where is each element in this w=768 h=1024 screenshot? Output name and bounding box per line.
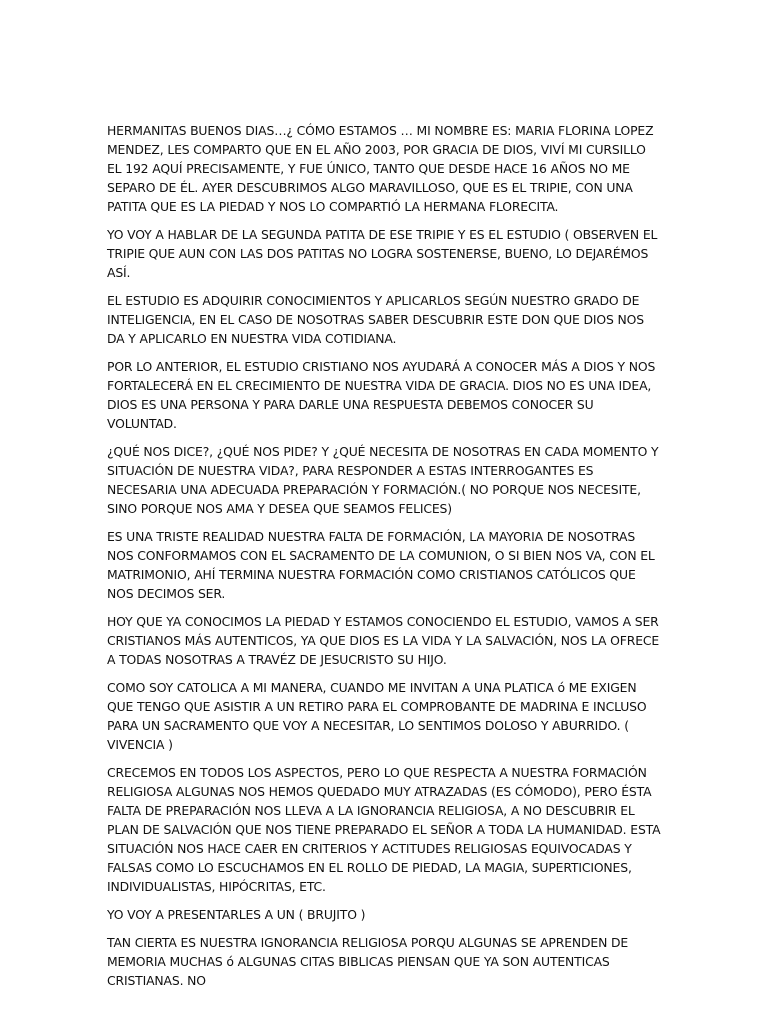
paragraph-ignorance: TAN CIERTA ES NUESTRA IGNORANCIA RELIGIOSA PORQU ALGUNAS SE APRENDEN DE MEMORIA MUCHAS ó ALGUNAS CITAS BIBLICAS PIENSAN QUE YA SON AUTENTICAS CRISTIANAS. NO	[107, 935, 629, 988]
paragraph-questions: ¿QUÉ NOS DICE?, ¿QUÉ NOS PIDE? Y ¿QUÉ NECESITA DE NOSOTRAS EN CADA MOMENTO Y SITUACIÓN DE NUESTRA VIDA?, PARA RESPONDER A ESTAS INTERROGANTES ES NECESARIA UNA ADECUADA PREPARACIÓN Y FORMACIÓN.( NO PORQUE NOS NECESITE, SINO PORQUE NOS AMA Y DESEA QUE SEAMOS FELICES)	[107, 444, 659, 516]
paragraph-catholic-my-way: COMO SOY CATOLICA A MI MANERA, CUANDO ME INVITAN A UNA PLATICA ó ME EXIGEN QUE TENGO QUE ASISTIR A UN RETIRO PARA EL COMPROBANTE DE MADRINA E INCLUSO PARA UN SACRAMENTO QUE VOY A NECESITAR, LO SENTIMOS DOLOSO Y ABURRIDO. ( VIVENCIA )	[107, 680, 647, 752]
paragraph-piety-and-study: HOY QUE YA CONOCIMOS LA PIEDAD Y ESTAMOS CONOCIENDO EL ESTUDIO, VAMOS A SER CRISTIANOS MÁS AUTENTICOS, YA QUE DIOS ES LA VIDA Y LA SALVACIÓN, NOS LA OFRECE A TODAS NOSOTRAS A TRAVÉZ DE JESUCRISTO SU HIJO.	[107, 614, 660, 667]
paragraph-christian-study: POR LO ANTERIOR, EL ESTUDIO CRISTIANO NOS AYUDARÁ A CONOCER MÁS A DIOS Y NOS FORTALECERÁ EN EL CRECIMIENTO DE NUESTRA VIDA DE GRACIA. DIOS NO ES UNA IDEA, DIOS ES UNA PERSONA Y PARA DARLE UNA RESPUESTA DEBEMOS CONOCER SU VOLUNTAD.	[107, 359, 656, 431]
paragraph-second-leg: YO VOY A HABLAR DE LA SEGUNDA PATITA DE ESE TRIPIE Y ES EL ESTUDIO ( OBSERVEN EL TRIPIE QUE AUN CON LAS DOS PATITAS NO LOGRA SOSTENERSE, BUENO, LO DEJARÉMOS ASÍ.	[107, 227, 658, 280]
paragraph-study-definition: EL ESTUDIO ES ADQUIRIR CONOCIMIENTOS Y APLICARLOS SEGÚN NUESTRO GRADO DE INTELIGENCIA, EN EL CASO DE NOSOTRAS SABER DESCUBRIR ESTE DON QUE DIOS NOS DA Y APLICARLO EN NUESTRA VIDA COTIDIANA.	[107, 293, 644, 346]
paragraph-lack-of-formation: ES UNA TRISTE REALIDAD NUESTRA FALTA DE FORMACIÓN, LA MAYORIA DE NOSOTRAS NOS CONFORMAMOS CON EL SACRAMENTO DE LA COMUNION, O SI BIEN NOS VA, CON EL MATRIMONIO, AHÍ TERMINA NUESTRA FORMACIÓN COMO CRISTIANOS CATÓLICOS QUE NOS DECIMOS SER.	[107, 529, 655, 601]
paragraph-brujito: YO VOY A PRESENTARLES A UN ( BRUJITO )	[107, 907, 366, 922]
document-body	[107, 121, 663, 999]
paragraph-greeting: HERMANITAS BUENOS DIAS…¿ CÓMO ESTAMOS … MI NOMBRE ES: MARIA FLORINA LOPEZ MENDEZ, LES COMPARTO QUE EN EL AÑO 2003, POR GRACIA DE DIOS, VIVÍ MI CURSILLO EL 192 AQUÍ PRECISAMENTE, Y FUE ÚNICO, TANTO QUE DESDE HACE 16 AÑOS NO ME SEPARO DE ÉL. AYER DESCUBRIMOS ALGO MARAVILLOSO, QUE ES EL TRIPIE, CON UNA PATITA QUE ES LA PIEDAD Y NOS LO COMPARTIÓ LA HERMANA FLORECITA.	[107, 123, 654, 214]
paragraph-religious-formation: CRECEMOS EN TODOS LOS ASPECTOS, PERO LO QUE RESPECTA A NUESTRA FORMACIÓN RELIGIOSA ALGUNAS NOS HEMOS QUEDADO MUY ATRAZADAS (ES CÓMODO), PERO ÉSTA FALTA DE PREPARACIÓN NOS LLEVA A LA IGNORANCIA RELIGIOSA, A NO DESCUBRIR EL PLAN DE SALVACIÓN QUE NOS TIENE PREPARADO EL SEÑOR A TODA LA HUMANIDAD. ESTA SITUACIÓN NOS HACE CAER EN CRITERIOS Y ACTITUDES RELIGIOSAS EQUIVOCADAS Y FALSAS COMO LO ESCUCHAMOS EN EL ROLLO DE PIEDAD, LA MAGIA, SUPERTICIONES, INDIVIDUALISTAS, HIPÓCRITAS, ETC.	[107, 765, 661, 894]
